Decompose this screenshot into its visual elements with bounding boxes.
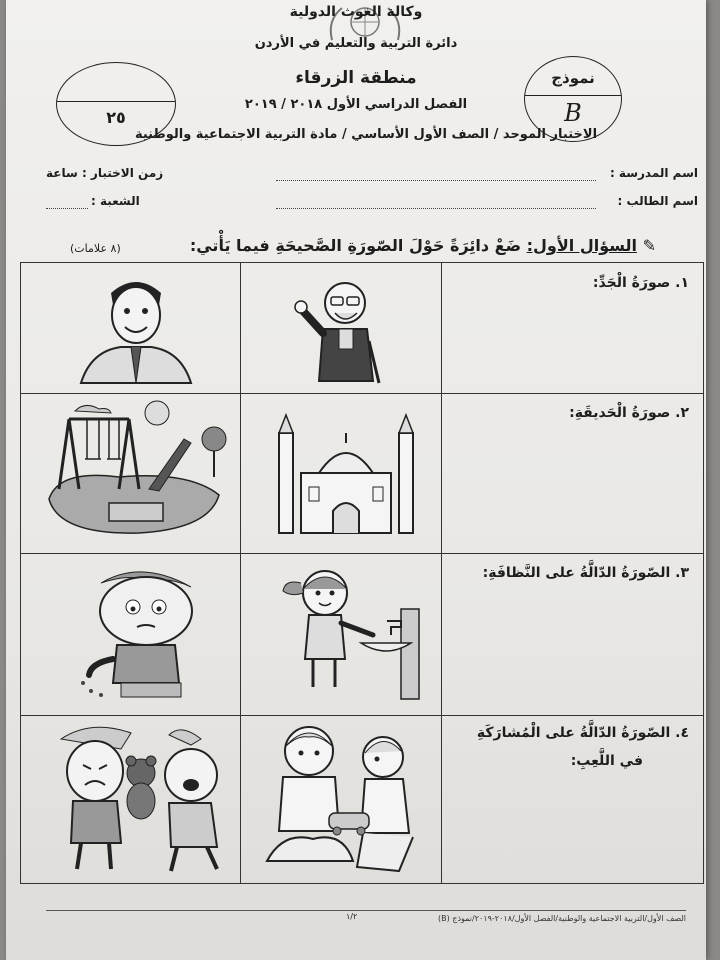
student-label: اسم الطالب : [617,194,698,208]
question-number: السؤال الأول: [526,236,638,255]
form-code: B [564,99,582,127]
question-item-3: ٣. الصّورَةُ الدّالَّةُ على النَّظافَةِ: [482,565,689,581]
form-box [524,56,622,142]
old-man-picture[interactable] [261,271,421,386]
school-label: اسم المدرسة : [609,166,698,180]
answer-grid [20,262,704,884]
young-man-picture[interactable] [61,271,211,386]
boys-sharing-picture[interactable] [253,721,433,879]
department-name: دائرة التربية والتعليم في الأردن [254,36,458,51]
exam-sheet [6,0,706,960]
term-line: الفصل الدراسي الأول ٢٠١٨ / ٢٠١٩ [244,97,468,112]
form-label: نموذج [551,69,595,87]
total-score: ٢٥ [106,108,126,127]
girl-washing-hands-picture[interactable] [261,563,426,703]
mosque-picture[interactable] [271,403,421,543]
section-field[interactable] [46,208,88,209]
student-name-field[interactable] [276,208,596,209]
question-item-2: ٢. صورَةُ الْحَديقَةِ: [569,405,689,421]
exam-title: الاختبار الموحد / الصف الأول الأساسي / مادة التربية الاجتماعية والوطنية [134,127,598,142]
score-box [56,62,176,146]
question-item-1: ١. صورَةُ الْجَدِّ: [592,275,689,291]
playground-picture[interactable] [39,399,229,544]
pencil-icon: ✎ [642,236,656,255]
section-label: الشعبة : [91,194,140,208]
school-name-field[interactable] [276,180,596,181]
question-title [190,236,656,255]
area-name: منطقة الزرقاء [295,68,417,88]
page-number: ١/٢ [346,912,358,921]
question-item-4: ٤. الصّورَةُ الدّالَّةُ على الْمُشارَكَةِ [476,725,689,741]
question-item-4-line2: في اللَّعِبِ: [570,753,643,769]
agency-name: وكالة الغوث الدولية [289,4,423,20]
question-instruction: ضَعْ دائِرَةً حَوْلَ الصّورَةِ الصَّحيحَةِ فيما يَأْتي: [189,236,522,255]
footer-divider [46,910,686,911]
footer-text: الصف الأول/التربية الاجتماعية والوطنية/الفصل الأول/٢٠١٨-٢٠١٩/نموذج (B) [438,914,686,923]
question-marks: (٨ علامات) [70,242,121,255]
kids-fighting-picture[interactable] [51,719,231,877]
dirty-boy-picture[interactable] [61,563,226,703]
time-label: زمن الاختبار : ساعة [46,166,164,180]
